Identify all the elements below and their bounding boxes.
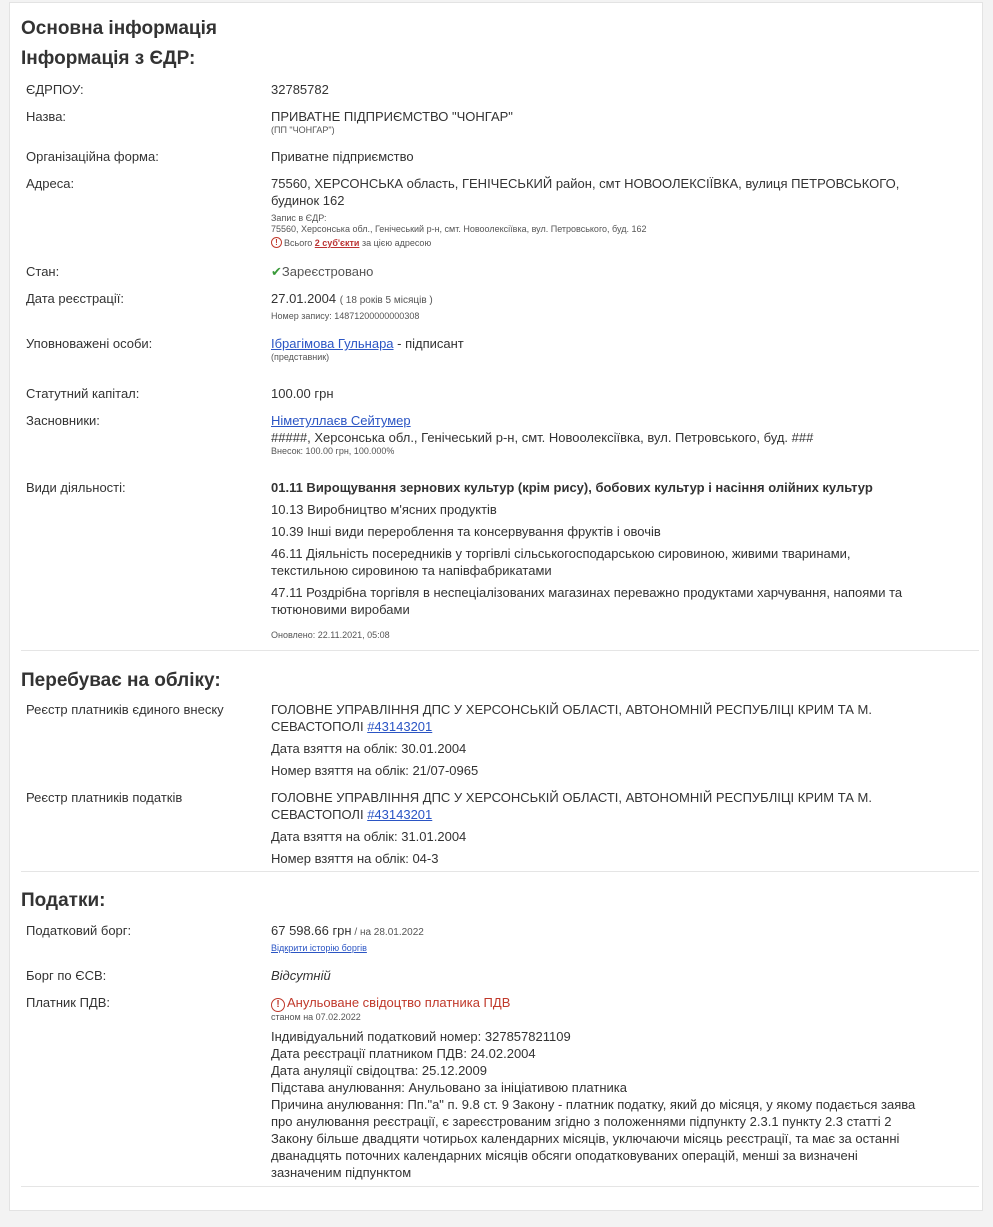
- esv-debt-value: Відсутній: [271, 968, 331, 983]
- checkmark-icon: ✔: [271, 264, 282, 279]
- esv-authority-l2: СЕВАСТОПОЛІ: [271, 719, 368, 734]
- vat-cancel-date: Дата ануляції свідоцтва: 25.12.2009: [271, 1063, 487, 1078]
- edr-heading: Інформація з ЄДР:: [21, 48, 196, 69]
- persons-label: Уповноважені особи:: [26, 336, 153, 351]
- vat-reason-l5: зазначеним підпунктом: [271, 1165, 412, 1180]
- esv-debt-label: Борг по ЄСВ:: [26, 968, 107, 983]
- tax-registry-label: Реєстр платників податків: [26, 790, 183, 805]
- esv-number: Номер взяття на облік: 21/07-0965: [271, 763, 479, 778]
- tax-debt-value: 67 598.66 грн: [271, 923, 352, 938]
- vat-reg-date: Дата реєстрації платником ПДВ: 24.02.2004: [271, 1046, 536, 1061]
- person-link[interactable]: Ібрагімова Гульнара: [271, 336, 394, 351]
- divider: [21, 650, 979, 651]
- activity-item-l1: 46.11 Діяльність посередників у торгівлі сільськогосподарською сировиною, живими тваринами,: [271, 546, 851, 561]
- vat-status: ! Анульоване свідоцтво платника ПДВ: [271, 994, 971, 1012]
- address-line1: 75560, ХЕРСОНСЬКА область, ГЕНІЧЕСЬКИЙ район, смт НОВООЛЕКСІЇВКА, вулиця ПЕТРОВСЬКОГО,: [271, 176, 900, 191]
- taxes-heading: Податки:: [21, 890, 106, 911]
- capital-label: Статутний капітал:: [26, 386, 140, 401]
- activity-main: 01.11 Вирощування зернових культур (крім рису), бобових культур і насіння олійних культур: [271, 480, 873, 495]
- person-sub: (представник): [271, 352, 330, 362]
- esv-authority-l1: ГОЛОВНЕ УПРАВЛІННЯ ДПС У ХЕРСОНСЬКІЙ ОБЛАСТІ, АВТОНОМНІЙ РЕСПУБЛІЦІ КРИМ ТА М.: [271, 702, 872, 717]
- vat-as-of: станом на 07.02.2022: [271, 1012, 361, 1022]
- org-form-value: Приватне підприємство: [271, 149, 414, 164]
- edr-record-value: 75560, Херсонська обл., Генічеський р-н, смт. Новоолексіївка, вул. Петровського, буд. 162: [271, 224, 647, 234]
- vat-reason-l4: дванадцять поточних календарних місяців обсяги оподатковуваних операцій, менші за визначені: [271, 1148, 858, 1163]
- divider: [21, 1186, 979, 1187]
- reg-date-age: ( 18 років 5 місяців ): [339, 295, 433, 306]
- esv-date: Дата взяття на облік: 30.01.2004: [271, 741, 467, 756]
- activity-item-l1: 47.11 Роздрібна торгівля в неспеціалізованих магазинах переважно продуктами харчування, напоями та: [271, 585, 903, 600]
- tax-date: Дата взяття на облік: 31.01.2004: [271, 829, 467, 844]
- vat-label: Платник ПДВ:: [26, 995, 110, 1010]
- founders-label: Засновники:: [26, 413, 100, 428]
- vat-reason-l1: Причина анулювання: Пп."а" п. 9.8 ст. 9 Закону - платник податку, який до місяця, у якому подається заява: [271, 1097, 916, 1112]
- edrpou-label: ЄДРПОУ:: [26, 82, 84, 97]
- edr-record-label: Запис в ЄДР:: [271, 213, 327, 223]
- alert-icon: !: [271, 998, 285, 1012]
- updated-timestamp: Оновлено: 22.11.2021, 05:08: [271, 630, 390, 640]
- tax-authority-l2: СЕВАСТОПОЛІ: [271, 807, 368, 822]
- vat-reason-l3: Закону більше двадцяти чотирьох календарних місяців, уключаючи місяць реєстрації, та має за останні: [271, 1131, 900, 1146]
- vat-reason-l2: про анулювання реєстрації, є зареєстрованим згідно з положеннями підпункту 2.3.1 пункту 2.3 статті 2: [271, 1114, 892, 1129]
- name-label: Назва:: [26, 109, 67, 124]
- record-number: Номер запису: 14871200000000308: [271, 311, 420, 321]
- registered-heading: Перебуває на обліку:: [21, 670, 221, 691]
- company-info-card: [9, 2, 983, 1211]
- subjects-info: ! Всього 2 суб'єкти за цією адресою: [271, 237, 971, 249]
- tax-number: Номер взяття на облік: 04-3: [271, 851, 439, 866]
- capital-value: 100.00 грн: [271, 386, 334, 401]
- founder-link[interactable]: Німетуллаєв Сейтумер: [271, 413, 411, 428]
- activities-label: Види діяльності:: [26, 480, 126, 495]
- tax-code-link[interactable]: #43143201: [367, 807, 433, 822]
- divider: [21, 871, 979, 872]
- esv-registry-label: Реєстр платників єдиного внеску: [26, 702, 224, 717]
- tax-debt-date: / на 28.01.2022: [351, 927, 424, 938]
- company-short-name: (ПП "ЧОНГАР"): [271, 125, 335, 135]
- tax-debt-label: Податковий борг:: [26, 923, 132, 938]
- address-line2: будинок 162: [271, 193, 345, 208]
- debt-history-link[interactable]: Відкрити історію боргів: [271, 943, 367, 953]
- org-form-label: Організаційна форма:: [26, 149, 159, 164]
- warning-icon: !: [271, 237, 282, 248]
- reg-date-label: Дата реєстрації:: [26, 291, 124, 306]
- status-value: ✔Зареєстровано: [271, 264, 374, 279]
- activity-item-l2: тютюновими виробами: [271, 602, 410, 617]
- founder-address: #####, Херсонська обл., Генічеський р-н, смт. Новоолексіївка, вул. Петровського, буд. ###: [271, 430, 814, 445]
- company-name: ПРИВАТНЕ ПІДПРИЄМСТВО "ЧОНГАР": [271, 109, 513, 124]
- edrpou-value: 32785782: [271, 82, 329, 97]
- person-role: - підписант: [393, 336, 464, 351]
- tax-authority-l1: ГОЛОВНЕ УПРАВЛІННЯ ДПС У ХЕРСОНСЬКІЙ ОБЛАСТІ, АВТОНОМНІЙ РЕСПУБЛІЦІ КРИМ ТА М.: [271, 790, 872, 805]
- subjects-link[interactable]: 2 суб'єкти: [314, 238, 360, 248]
- activity-item: 10.39 Інші види перероблення та консервування фруктів і овочів: [271, 524, 661, 539]
- activity-item-l2: текстильною сировиною та напівфабрикатами: [271, 563, 552, 578]
- founder-contribution: Внесок: 100.00 грн, 100.000%: [271, 446, 395, 456]
- vat-basis: Підстава анулювання: Анульовано за ініціативою платника: [271, 1080, 627, 1095]
- status-label: Стан:: [26, 264, 60, 279]
- activity-item: 10.13 Виробництво м'ясних продуктів: [271, 502, 497, 517]
- vat-ipn: Індивідуальний податковий номер: 327857821109: [271, 1029, 571, 1044]
- esv-code-link[interactable]: #43143201: [367, 719, 433, 734]
- main-heading: Основна інформація: [21, 18, 217, 39]
- address-label: Адреса:: [26, 176, 75, 191]
- reg-date-value: 27.01.2004: [271, 291, 337, 306]
